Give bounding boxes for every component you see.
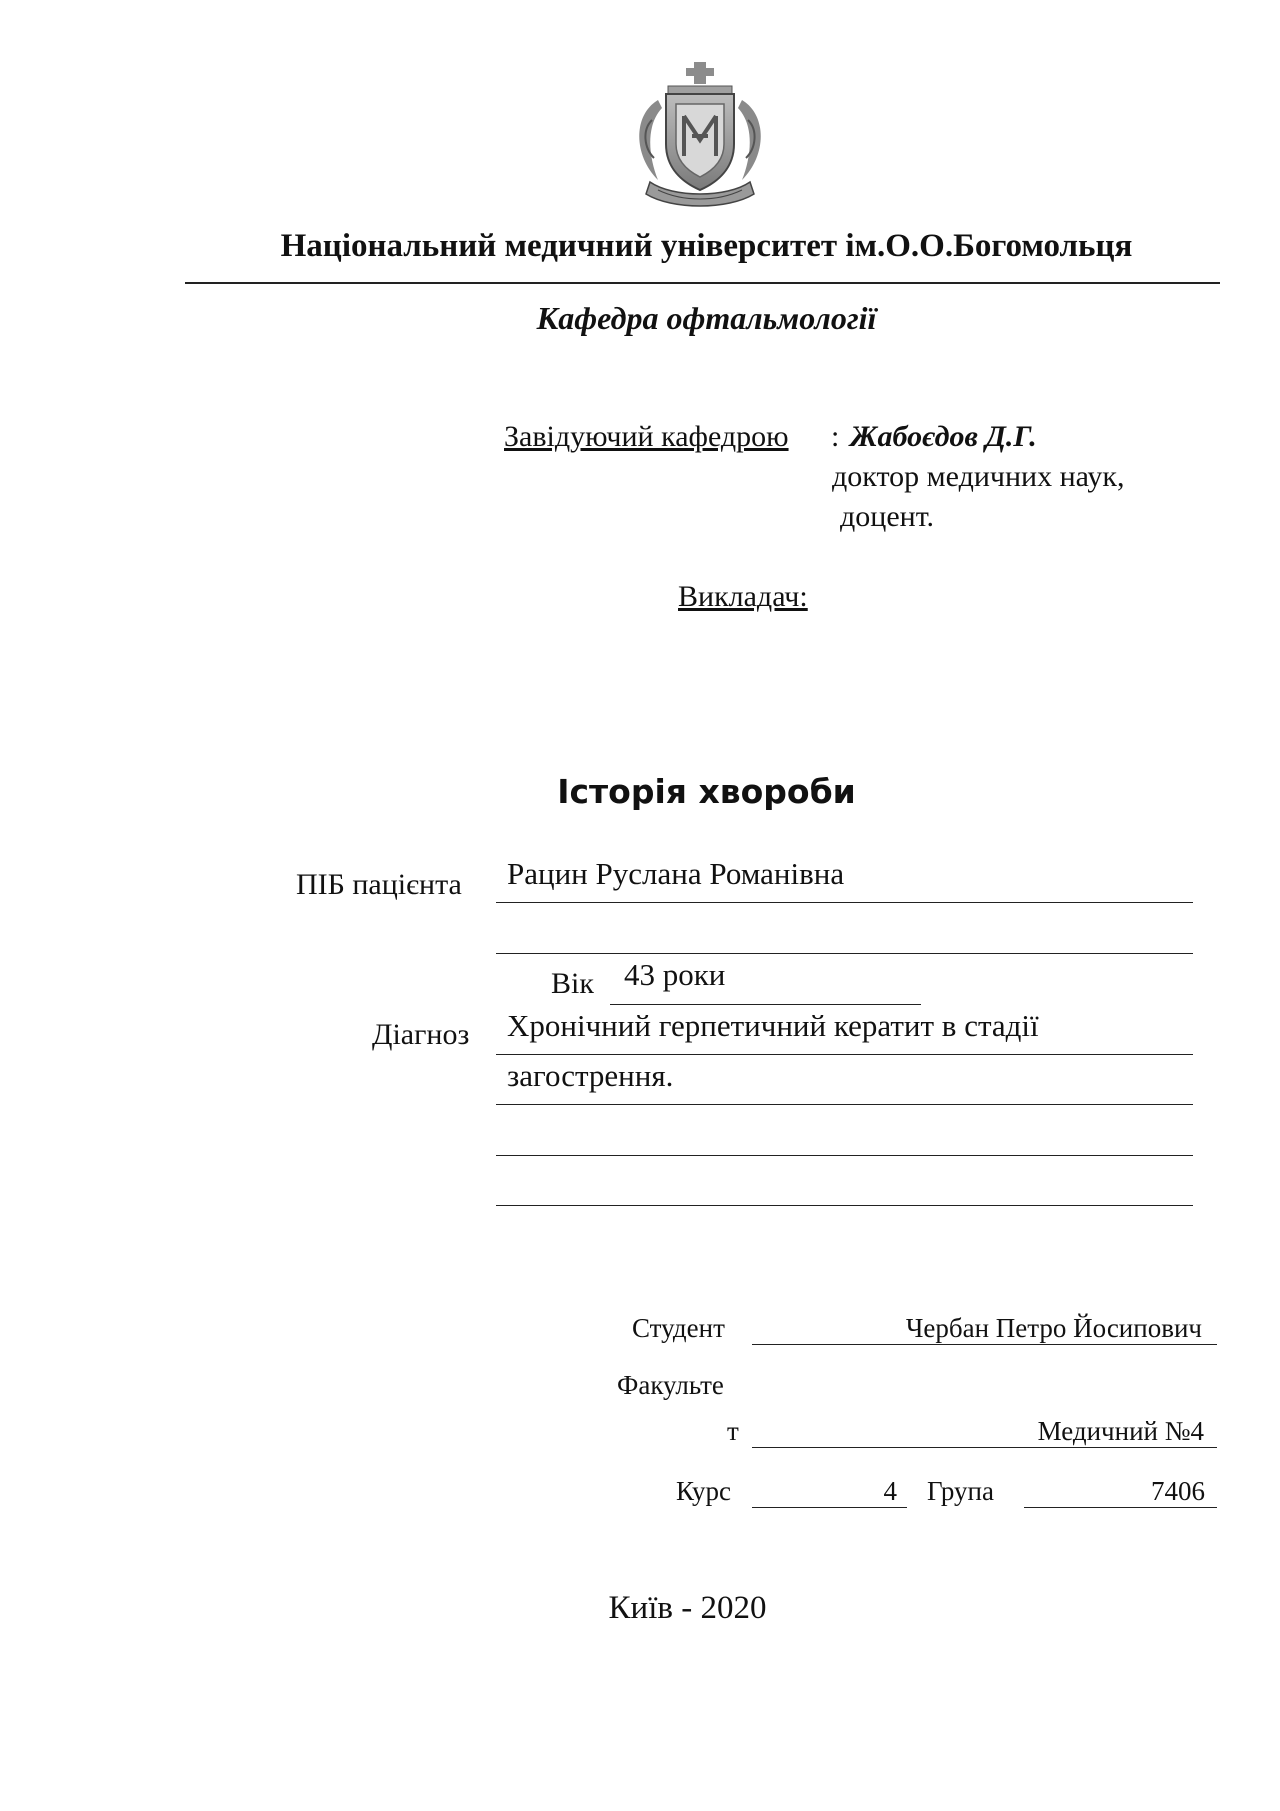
group-line <box>1024 1507 1217 1508</box>
diagnosis-label: Діагноз <box>372 1018 470 1051</box>
head-of-department-name: Жабоєдов Д.Г. <box>850 420 1037 453</box>
head-degree-line-1: доктор медичних наук, <box>832 460 1125 493</box>
course-value: 4 <box>883 1476 897 1506</box>
age-line <box>610 1004 921 1005</box>
patient-name-line <box>496 902 1193 903</box>
department-name: Кафедра офтальмології <box>536 300 877 336</box>
teacher-label: Викладач: <box>678 580 808 613</box>
diagnosis-line-4 <box>496 1205 1193 1206</box>
student-label: Студент <box>632 1313 725 1343</box>
city-year: Київ - 2020 <box>608 1590 767 1626</box>
diagnosis-line-1 <box>496 1054 1193 1055</box>
head-of-department-colon: : <box>831 420 840 453</box>
diagnosis-line-3 <box>496 1155 1193 1156</box>
faculty-label-line-2: т <box>727 1416 739 1446</box>
faculty-label-line-1: Факульте <box>617 1370 724 1400</box>
diagnosis-value-line-2: загострення. <box>507 1058 674 1093</box>
patient-name-label: ПІБ пацієнта <box>296 868 462 901</box>
age-label: Вік <box>551 967 594 1000</box>
group-value: 7406 <box>1151 1476 1205 1506</box>
student-line <box>752 1344 1217 1345</box>
head-degree-line-2: доцент. <box>840 500 935 533</box>
diagnosis-line-2 <box>496 1104 1193 1105</box>
age-value: 43 роки <box>624 957 726 992</box>
header-divider <box>185 282 1220 284</box>
diagnosis-value-line-1: Хронічний герпетичний кератит в стадії <box>507 1008 1039 1043</box>
group-label: Група <box>927 1476 994 1506</box>
head-of-department-label: Завідуючий кафедрою <box>504 420 789 453</box>
patient-name-value: Рацин Руслана Романівна <box>507 856 845 891</box>
faculty-value: Медичний №4 <box>1037 1416 1204 1446</box>
student-name-value: Чербан Петро Йосипович <box>905 1313 1202 1343</box>
course-line <box>752 1507 907 1508</box>
course-label: Курс <box>676 1476 731 1506</box>
university-crest-icon <box>628 60 772 212</box>
faculty-line <box>752 1447 1217 1448</box>
university-name: Національний медичний університет ім.О.О.Богомольця <box>280 228 1133 264</box>
patient-name-line-2 <box>496 953 1193 954</box>
document-title: Історія хвороби <box>557 772 856 811</box>
